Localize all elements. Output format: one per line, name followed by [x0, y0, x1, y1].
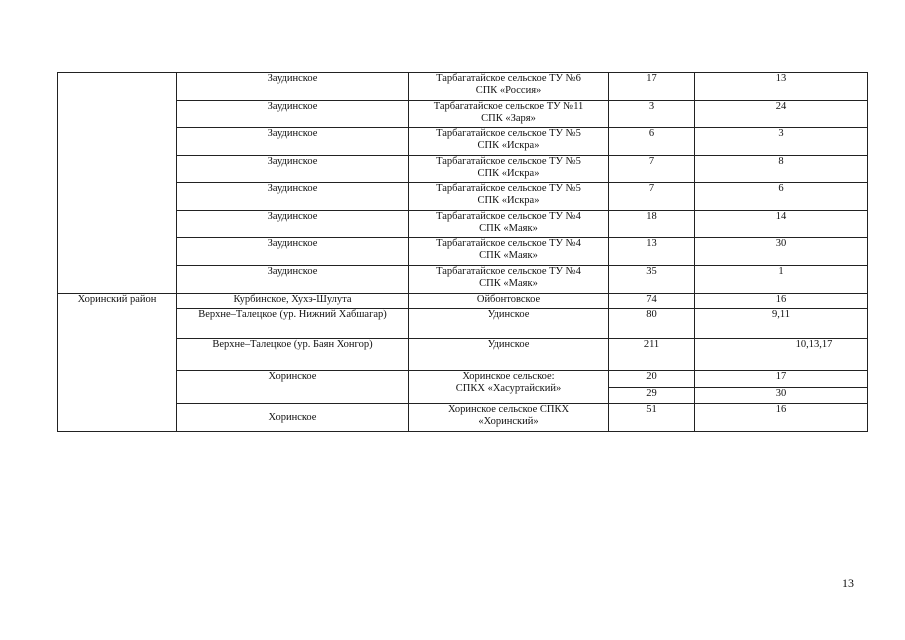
- settlement-cell: Заудинское: [177, 211, 409, 238]
- organization-cell: Хоринское сельское СПКХ «Хоринский»: [409, 404, 609, 432]
- settlement-cell: Заудинское: [177, 128, 409, 156]
- table-row: [58, 211, 868, 238]
- table-row: [58, 404, 868, 432]
- quarter-number-cell: 3: [609, 101, 695, 128]
- quarter-number-cell: 211: [609, 339, 695, 371]
- district-name: Хоринский район: [58, 294, 177, 432]
- table-row: [58, 294, 868, 309]
- section-number-cell: 13: [695, 73, 868, 101]
- section-number-cell: 10,13,17: [695, 339, 868, 371]
- table-row: [58, 339, 868, 371]
- organization-cell: Тарбагатайское сельское ТУ №5 СПК «Искра»: [409, 128, 609, 156]
- organization-cell: Тарбагатайское сельское ТУ №4 СПК «Маяк»: [409, 266, 609, 294]
- table-row: [58, 371, 868, 388]
- section-number-cell: 8: [695, 156, 868, 183]
- quarter-number-cell: 6: [609, 128, 695, 156]
- table-row: [58, 156, 868, 183]
- table-row: [58, 101, 868, 128]
- section-number-cell: 16: [695, 294, 868, 309]
- table-row: [58, 266, 868, 294]
- table-row: [58, 73, 868, 101]
- quarter-number-cell: 7: [609, 156, 695, 183]
- section-number-cell: 16: [695, 404, 868, 432]
- organization-cell: Тарбагатайское сельское ТУ №5 СПК «Искра»: [409, 183, 609, 211]
- table-row: [58, 183, 868, 211]
- settlement-cell: Хоринское: [177, 371, 409, 404]
- page-number: 13: [842, 576, 854, 590]
- quarter-number-cell: 51: [609, 404, 695, 432]
- section-number-cell: 3: [695, 128, 868, 156]
- district-cell-empty: [58, 73, 177, 294]
- organization-cell: Хоринское сельское: СПКХ «Хасуртайский»: [409, 371, 609, 404]
- organization-cell: Тарбагатайское сельское ТУ №4 СПК «Маяк»: [409, 211, 609, 238]
- table-row: [58, 128, 868, 156]
- organization-cell: Удинское: [409, 339, 609, 371]
- organization-cell: Удинское: [409, 309, 609, 339]
- settlement-cell: Заудинское: [177, 266, 409, 294]
- section-number-cell: 14: [695, 211, 868, 238]
- section-number-cell: 9,11: [695, 309, 868, 339]
- quarter-number-cell: 80: [609, 309, 695, 339]
- organization-cell: Тарбагатайское сельское ТУ №6 СПК «Россия»: [409, 73, 609, 101]
- settlement-cell: Верхне–Талецкое (ур. Баян Хонгор): [177, 339, 409, 371]
- settlement-cell: Заудинское: [177, 156, 409, 183]
- settlement-cell: Хоринское: [177, 404, 409, 432]
- settlement-cell: Курбинское, Хухэ-Шулута: [177, 294, 409, 309]
- quarter-number-cell: 7: [609, 183, 695, 211]
- land-table: [57, 72, 868, 432]
- settlement-cell: Заудинское: [177, 101, 409, 128]
- section-number-cell: 30: [695, 238, 868, 266]
- settlement-cell: Верхне–Талецкое (ур. Нижний Хабшагар): [177, 309, 409, 339]
- section-number-cell: 24: [695, 101, 868, 128]
- quarter-number-cell: 17: [609, 73, 695, 101]
- quarter-number-cell: 18: [609, 211, 695, 238]
- settlement-cell: Заудинское: [177, 183, 409, 211]
- section-number-cell: 6: [695, 183, 868, 211]
- quarter-number-cell: 74: [609, 294, 695, 309]
- quarter-number-cell: 35: [609, 266, 695, 294]
- table-row: [58, 309, 868, 339]
- settlement-cell: Заудинское: [177, 73, 409, 101]
- quarter-number-cell: 13: [609, 238, 695, 266]
- organization-cell: Тарбагатайское сельское ТУ №11 СПК «Заря»: [409, 101, 609, 128]
- section-number-cell: 30: [695, 388, 868, 404]
- settlement-cell: Заудинское: [177, 238, 409, 266]
- organization-cell: Ойбонтовское: [409, 294, 609, 309]
- section-number-cell: 1: [695, 266, 868, 294]
- organization-cell: Тарбагатайское сельское ТУ №5 СПК «Искра»: [409, 156, 609, 183]
- section-number-cell: 17: [695, 371, 868, 388]
- quarter-number-cell: 20: [609, 371, 695, 388]
- quarter-number-cell: 29: [609, 388, 695, 404]
- organization-cell: Тарбагатайское сельское ТУ №4 СПК «Маяк»: [409, 238, 609, 266]
- table-row: [58, 238, 868, 266]
